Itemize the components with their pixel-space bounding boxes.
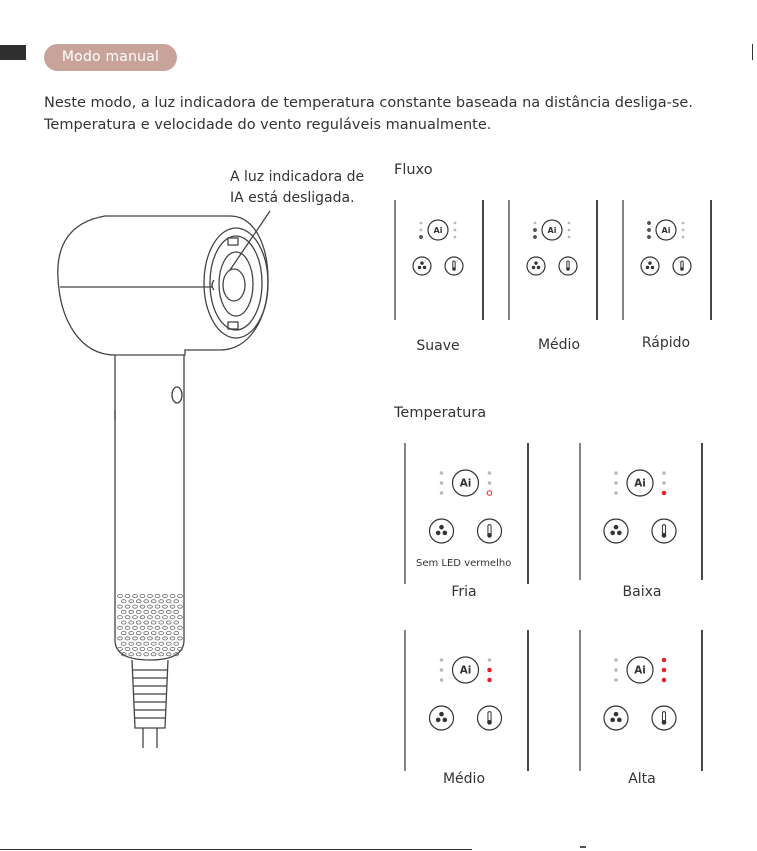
grille-hole [166, 610, 171, 613]
indicator-led-lit [488, 668, 492, 672]
grille-hole [174, 600, 179, 603]
fan-icon [430, 519, 454, 543]
indicator-led [568, 229, 571, 232]
grille-hole [129, 610, 134, 613]
thermometer-icon [478, 706, 502, 730]
indicator-led-lit [533, 235, 536, 238]
flow-label-rapido: Rápido [641, 335, 691, 351]
indicator-led [614, 481, 618, 485]
fan-blade [648, 261, 651, 264]
grille-hole [148, 637, 153, 640]
grille-hole [170, 626, 175, 629]
grille-hole [148, 647, 153, 650]
ai-button-text: Ai [634, 477, 646, 490]
grille-hole [144, 600, 149, 603]
indicator-led [488, 471, 492, 475]
grille-hole [121, 600, 126, 603]
grille-hole [148, 626, 153, 629]
indicator-led-lit [662, 678, 666, 682]
thermometer-tube [567, 261, 569, 269]
grille-hole [133, 626, 138, 629]
grille-hole [170, 605, 175, 608]
temp-label-alta: Alta [628, 771, 656, 787]
thermometer-icon [478, 519, 502, 543]
ai-button-icon [627, 470, 653, 496]
thermometer-icon [652, 706, 676, 730]
flow-section-title: Fluxo [394, 162, 433, 178]
temp-panel-2 [405, 630, 528, 771]
indicator-led [488, 658, 492, 662]
thermometer-tube [488, 525, 491, 536]
indicator-led-lit [647, 228, 650, 231]
grille-hole [178, 605, 183, 608]
grille-hole [155, 647, 160, 650]
fan-blade [614, 525, 619, 530]
grille-hole [174, 642, 179, 645]
grille-hole [163, 594, 168, 597]
flow-label-suave: Suave [416, 338, 460, 354]
page-edge-tick [752, 44, 753, 60]
indicator-led [440, 658, 444, 662]
indicator-led [682, 222, 685, 225]
fan-icon [604, 706, 628, 730]
grille-hole [125, 594, 130, 597]
fan-blade [443, 531, 448, 536]
callout-line-1: A luz indicadora de [230, 169, 365, 185]
grille-hole [144, 653, 149, 656]
thermometer-tube [681, 261, 683, 269]
temp-label-fria: Fria [451, 584, 477, 600]
thermometer-bulb [487, 720, 492, 725]
fan-blade [423, 266, 426, 269]
temperature-section-title: Temperatura [394, 405, 487, 421]
fan-blade [418, 266, 421, 269]
grille-hole [136, 621, 141, 624]
ai-button-icon [453, 657, 479, 683]
indicator-led [440, 678, 444, 682]
grille-hole [166, 653, 171, 656]
ai-button-icon [627, 657, 653, 683]
thermometer-bulb [566, 267, 570, 271]
thermometer-tube [662, 712, 665, 723]
fan-blade [532, 266, 535, 269]
intro-text [44, 92, 724, 136]
grille-hole [178, 616, 183, 619]
mode-label-pill: Modo manual [44, 44, 177, 71]
indicator-led [534, 222, 537, 225]
grille-hole [151, 600, 156, 603]
fan-icon [604, 519, 628, 543]
grille-hole [121, 653, 126, 656]
grille-hole [155, 605, 160, 608]
grille-hole [166, 632, 171, 635]
grille-hole [133, 605, 138, 608]
flow-label-medio: Médio [537, 337, 581, 353]
temp-label-baixa: Baixa [622, 584, 662, 600]
indicator-led [420, 222, 423, 225]
fan-blade [651, 266, 654, 269]
ai-light-callout [230, 167, 380, 209]
grille-hole [178, 594, 183, 597]
grille-hole [121, 632, 126, 635]
fan-blade [617, 531, 622, 536]
thermometer-icon [652, 519, 676, 543]
indicator-led [454, 236, 457, 239]
grille-hole [159, 632, 164, 635]
grille-hole [166, 642, 171, 645]
grille-hole [151, 621, 156, 624]
grille-hole [148, 605, 153, 608]
grille-hole [129, 632, 134, 635]
ai-button-icon [453, 470, 479, 496]
grille-hole [133, 594, 138, 597]
ai-button-text: Ai [459, 477, 472, 490]
thermometer-tube [488, 712, 491, 723]
grille-hole [144, 610, 149, 613]
grille-hole [140, 647, 145, 650]
grille-hole [118, 626, 123, 629]
grille-hole [136, 600, 141, 603]
fan-icon [641, 257, 659, 275]
thermometer-tube [453, 261, 455, 269]
fan-blade [614, 712, 619, 717]
indicator-led [682, 229, 685, 232]
grille-hole [125, 647, 130, 650]
grille-hole [136, 653, 141, 656]
fan-icon [430, 706, 454, 730]
grille-hole [125, 616, 130, 619]
grille-hole [140, 637, 145, 640]
grille-hole [170, 637, 175, 640]
thermometer-tube [662, 525, 665, 536]
indicator-led [662, 471, 666, 475]
grille-hole [129, 653, 134, 656]
fan-blade [420, 261, 423, 264]
grille-hole [163, 605, 168, 608]
indicator-led [488, 491, 492, 495]
grille-hole [159, 642, 164, 645]
grille-hole [129, 642, 134, 645]
indicator-led [440, 471, 444, 475]
grille-hole [140, 626, 145, 629]
grille-hole [136, 610, 141, 613]
indicator-led [614, 668, 618, 672]
grille-hole [159, 653, 164, 656]
grille-hole [178, 637, 183, 640]
thermometer-bulb [487, 533, 492, 538]
indicator-led [440, 481, 444, 485]
thermometer-bulb [662, 533, 667, 538]
indicator-led-off-red [487, 491, 492, 496]
thermometer-bulb [662, 720, 667, 725]
indicator-led-lit [488, 678, 492, 682]
grille-hole [144, 642, 149, 645]
grille-hole [163, 637, 168, 640]
grille-hole [174, 621, 179, 624]
grille-hole [155, 626, 160, 629]
grille-hole [140, 605, 145, 608]
indicator-led [614, 471, 618, 475]
page-edge-marker [0, 45, 26, 60]
footer-rule [0, 849, 472, 850]
grille-hole [118, 647, 123, 650]
grille-hole [133, 637, 138, 640]
indicator-led-lit [647, 221, 650, 224]
grille-hole [118, 616, 123, 619]
fan-blade [436, 531, 441, 536]
grille-hole [151, 642, 156, 645]
indicator-led [614, 658, 618, 662]
thermometer-bulb [452, 267, 456, 271]
flow-panel-1 [509, 200, 597, 320]
grille-hole [166, 621, 171, 624]
ai-button-icon [542, 220, 562, 240]
grille-hole [151, 610, 156, 613]
grille-hole [163, 647, 168, 650]
fan-blade [646, 266, 649, 269]
grille-hole [148, 616, 153, 619]
grille-hole [136, 632, 141, 635]
grille-hole [170, 594, 175, 597]
grille-hole [163, 626, 168, 629]
grille-hole [170, 647, 175, 650]
fan-blade [534, 261, 537, 264]
callout-line-2: IA está desligada. [230, 190, 355, 206]
ai-button-text: Ai [433, 225, 443, 235]
grille-hole [129, 600, 134, 603]
temp-panel-3 [580, 630, 702, 771]
indicator-led-lit [662, 491, 666, 495]
grille-hole [125, 605, 130, 608]
grille-hole [121, 610, 126, 613]
indicator-led [614, 491, 618, 495]
grille-hole [174, 632, 179, 635]
indicator-led [568, 236, 571, 239]
indicator-led-lit [533, 228, 536, 231]
fan-blade [610, 531, 615, 536]
grille-hole [129, 621, 134, 624]
grille-hole [118, 605, 123, 608]
grille-hole [170, 616, 175, 619]
grille-hole [159, 600, 164, 603]
intro-line-1: Neste modo, a luz indicadora de temperatura constante baseada na distância desliga-se. [44, 95, 693, 111]
fan-blade [439, 525, 444, 530]
footer-mark [580, 846, 586, 848]
grille-hole [159, 610, 164, 613]
indicator-led-lit [662, 658, 666, 662]
ai-button-text: Ai [634, 664, 646, 677]
indicator-led [420, 229, 423, 232]
thermometer-bulb [680, 267, 684, 271]
grille-hole [148, 594, 153, 597]
fan-blade [617, 718, 622, 723]
indicator-led [454, 222, 457, 225]
grille-hole [144, 621, 149, 624]
grille-hole [125, 626, 130, 629]
ai-button-text: Ai [661, 225, 671, 235]
ai-button-text: Ai [459, 664, 472, 677]
thermometer-icon [673, 257, 691, 275]
indicator-led-lit [647, 235, 650, 238]
grille-hole [155, 616, 160, 619]
ai-button-text: Ai [547, 225, 557, 235]
temp-panel-1 [580, 443, 702, 580]
grille-hole [174, 653, 179, 656]
indicator-led [662, 481, 666, 485]
grille-hole [163, 616, 168, 619]
indicator-led [682, 236, 685, 239]
fan-blade [439, 712, 444, 717]
grille-hole [133, 647, 138, 650]
ai-button-icon [656, 220, 676, 240]
grille-hole [140, 594, 145, 597]
indicator-led [440, 491, 444, 495]
indicator-led [454, 229, 457, 232]
grille-hole [125, 637, 130, 640]
fan-blade [610, 718, 615, 723]
indicator-led [440, 668, 444, 672]
grille-hole [140, 616, 145, 619]
grille-hole [144, 632, 149, 635]
fan-icon [527, 257, 545, 275]
flow-panel-2 [623, 200, 711, 320]
indicator-led-lit [419, 235, 422, 238]
ai-button-icon [428, 220, 448, 240]
intro-line-2: Temperatura e velocidade do vento reguláveis manualmente. [44, 117, 492, 133]
grille-hole [155, 637, 160, 640]
fan-icon [413, 257, 431, 275]
indicator-led [488, 481, 492, 485]
indicator-led [568, 222, 571, 225]
thermometer-icon [445, 257, 463, 275]
indicator-led [614, 678, 618, 682]
fan-blade [443, 718, 448, 723]
grille-hole [159, 621, 164, 624]
thermometer-icon [559, 257, 577, 275]
no-red-led-note: Sem LED vermelho [416, 558, 512, 569]
grille-hole [118, 637, 123, 640]
grille-hole [121, 621, 126, 624]
grille-hole [121, 642, 126, 645]
fan-blade [436, 718, 441, 723]
fan-blade [537, 266, 540, 269]
grille-hole [178, 647, 183, 650]
grille-hole [118, 594, 123, 597]
grille-hole [166, 600, 171, 603]
grille-hole [174, 610, 179, 613]
grille-hole [178, 626, 183, 629]
grille-hole [155, 594, 160, 597]
flow-panel-0 [395, 200, 483, 320]
grille-hole [133, 616, 138, 619]
grille-hole [151, 653, 156, 656]
grille-hole [151, 632, 156, 635]
temp-label-medio: Médio [442, 771, 486, 787]
indicator-led-lit [662, 668, 666, 672]
grille-hole [136, 642, 141, 645]
